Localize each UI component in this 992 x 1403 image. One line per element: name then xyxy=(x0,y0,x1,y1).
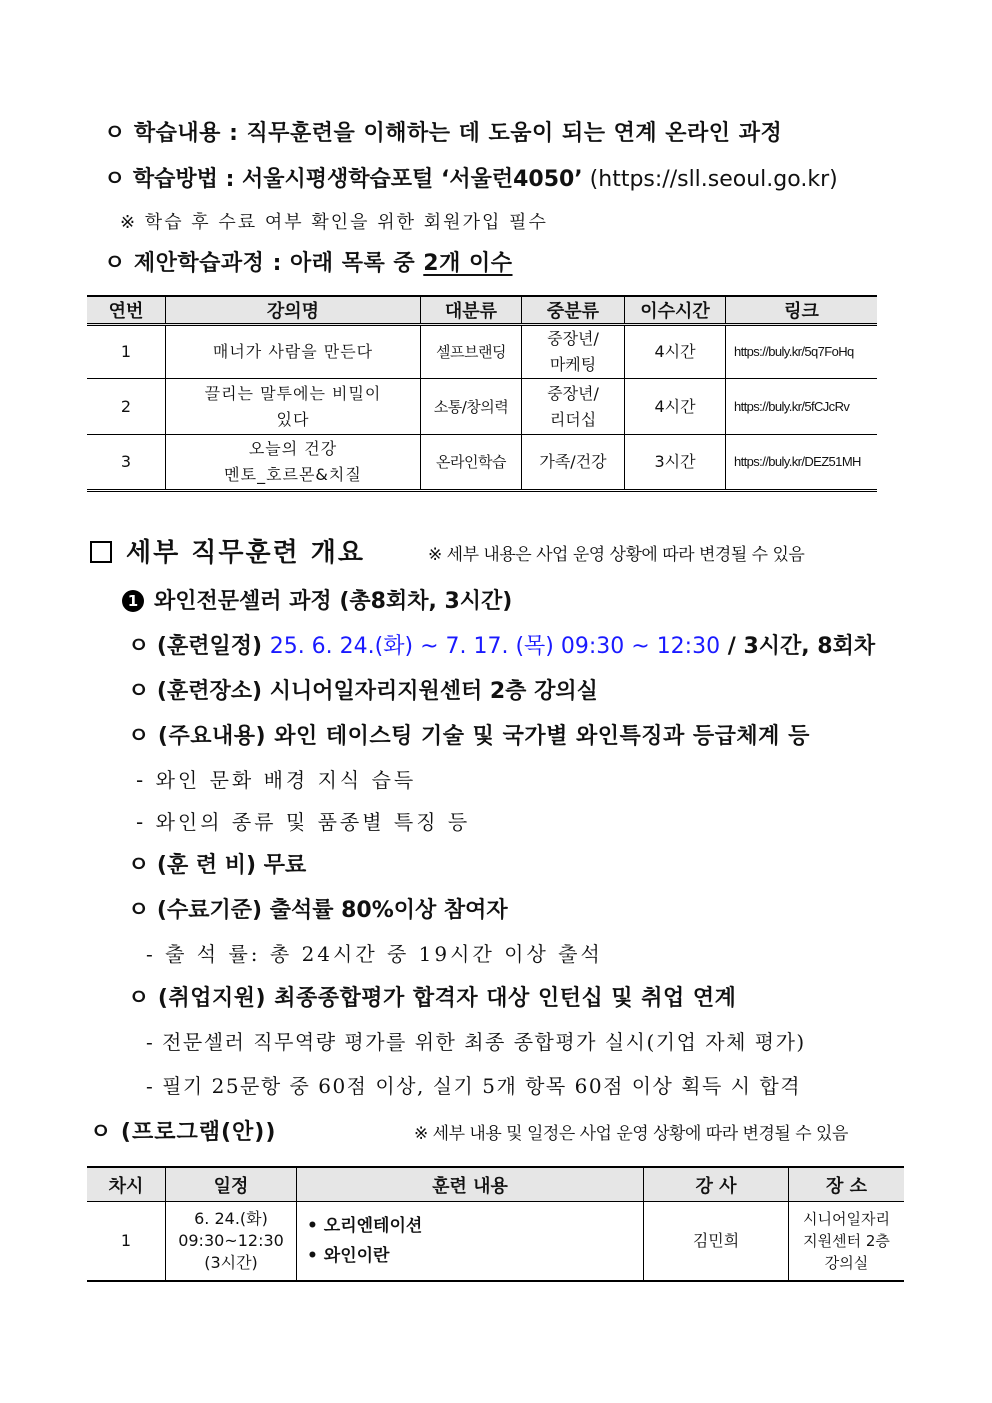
cell-place-line: 강의실 xyxy=(824,1254,869,1272)
cell-no: 2 xyxy=(87,379,166,435)
cell-link[interactable]: https://buly.kr/5fCJcRv xyxy=(726,379,878,435)
cell-no: 3 xyxy=(87,435,166,491)
cell-date xyxy=(166,1202,297,1282)
cell-link[interactable]: https://buly.kr/DEZ51MH xyxy=(726,435,878,491)
cell-training-content xyxy=(297,1202,644,1282)
program-note: ※ 세부 내용 및 일정은 사업 운영 상황에 따라 변경될 수 있음 xyxy=(414,1124,848,1144)
suggested-courses-line xyxy=(104,246,513,277)
suggested-courses-requirement: 2개 이수 xyxy=(423,251,513,276)
cell-place xyxy=(789,1202,905,1282)
content-item: • 오리엔테이션 xyxy=(307,1216,423,1236)
content-sub-2: - 와인의 종류 및 품종별 특징 등 xyxy=(136,810,471,834)
cell-date-time: 09:30~12:30 xyxy=(178,1231,284,1250)
suggested-courses-table xyxy=(87,295,877,492)
schedule-value: 25. 6. 24.(화) ~ 7. 17. (목) 09:30 ~ 12:30 xyxy=(269,634,721,659)
cell-hours: 4시간 xyxy=(625,325,726,379)
col-header-session: 차시 xyxy=(87,1167,166,1202)
cell-major: 셀프브랜딩 xyxy=(421,325,522,379)
cell-minor-line: 중장년/ xyxy=(547,329,599,348)
col-header-title: 강의명 xyxy=(166,296,421,325)
col-header-place: 장 소 xyxy=(789,1167,905,1202)
job-support-line: ㅇ (취업지원) 최종종합평가 합격자 대상 인턴십 및 취업 연계 xyxy=(128,986,737,1011)
learning-method-line xyxy=(104,162,838,193)
cell-session: 1 xyxy=(87,1202,166,1282)
table-row xyxy=(87,1202,904,1282)
col-header-date: 일정 xyxy=(166,1167,297,1202)
cell-title-line: 있다 xyxy=(276,409,310,429)
completion-line: ㅇ (수료기준) 출석률 80%이상 참여자 xyxy=(128,898,508,923)
cell-date-day: 6. 24.(화) xyxy=(194,1209,268,1228)
col-header-hours: 이수시간 xyxy=(625,296,726,325)
table-row xyxy=(87,325,877,379)
learning-method-label: ㅇ 학습방법 : 서울시평생학습포털 ‘서울런4050’ xyxy=(104,167,583,192)
program-heading: ㅇ (프로그램(안)) xyxy=(90,1120,277,1145)
cell-date-duration: (3시간) xyxy=(204,1253,258,1272)
col-header-teacher: 강 사 xyxy=(644,1167,789,1202)
col-header-major: 대분류 xyxy=(421,296,522,325)
cell-minor xyxy=(522,325,625,379)
cell-minor: 가족/건강 xyxy=(522,435,625,491)
cell-hours: 3시간 xyxy=(625,435,726,491)
table-header-row xyxy=(87,296,877,325)
signup-note: ※ 학습 후 수료 여부 확인을 위한 회원가입 필수 xyxy=(120,212,548,233)
schedule-line xyxy=(128,629,875,660)
cell-place-line: 지원센터 2층 xyxy=(803,1232,890,1250)
suggested-courses-label: ㅇ 제안학습과정 : 아래 목록 중 xyxy=(104,251,424,276)
learning-content-line: ㅇ 학습내용 : 직무훈련을 이해하는 데 도움이 되는 연계 온라인 과정 xyxy=(104,121,783,146)
content-item: • 와인이란 xyxy=(307,1246,390,1266)
number-one-icon: 1 xyxy=(122,590,144,612)
col-header-content: 훈련 내용 xyxy=(297,1167,644,1202)
place-line: ㅇ (훈련장소) 시니어일자리지원센터 2층 강의실 xyxy=(128,679,598,704)
job-support-sub-2: - 필기 25문항 중 60점 이상, 실기 5개 항목 60점 이상 획득 시 합격 xyxy=(146,1074,802,1098)
content-line: ㅇ (주요내용) 와인 테이스팅 기술 및 국가별 와인특징과 등급체계 등 xyxy=(128,724,810,749)
schedule-label: ㅇ (훈련일정) xyxy=(128,634,270,659)
cell-title-line: 멘토_호르몬&치질 xyxy=(224,465,362,484)
square-bullet-icon xyxy=(90,541,112,563)
section-title: 세부 직무훈련 개요 xyxy=(126,538,366,568)
cell-minor-line: 리더십 xyxy=(549,409,597,429)
cell-major: 온라인학습 xyxy=(421,435,522,491)
course-title-line xyxy=(122,584,512,615)
completion-sub: - 출 석 률: 총 24시간 중 19시간 이상 출석 xyxy=(146,942,603,966)
cell-minor xyxy=(522,379,625,435)
table-row xyxy=(87,379,877,435)
cell-major: 소통/창의력 xyxy=(421,379,522,435)
learning-method-url: (https://sll.seoul.go.kr) xyxy=(582,167,838,192)
col-header-no: 연번 xyxy=(87,296,166,325)
course-title: 와인전문셀러 과정 (총8회차, 3시간) xyxy=(154,589,513,614)
cell-teacher: 김민희 xyxy=(644,1202,789,1282)
schedule-suffix: / 3시간, 8회차 xyxy=(720,634,876,659)
cell-title xyxy=(166,379,421,435)
table-header-row xyxy=(87,1167,904,1202)
cell-no: 1 xyxy=(87,325,166,379)
job-support-sub-1: - 전문셀러 직무역량 평가를 위한 최종 종합평가 실시(기업 자체 평가) xyxy=(146,1030,806,1054)
cell-title-line: 매너가 사람을 만든다 xyxy=(212,342,374,361)
cell-hours: 4시간 xyxy=(625,379,726,435)
cell-minor-line: 마케팅 xyxy=(549,355,597,374)
cell-title-line: 오늘의 건강 xyxy=(248,439,338,458)
content-sub-1: - 와인 문화 배경 지식 습득 xyxy=(136,768,417,792)
cell-title-line: 끌리는 말투에는 비밀이 xyxy=(204,383,382,403)
cell-minor-line: 중장년/ xyxy=(547,383,599,403)
section-note: ※ 세부 내용은 사업 운영 상황에 따라 변경될 수 있음 xyxy=(428,545,805,565)
col-header-minor: 중분류 xyxy=(522,296,625,325)
cell-link[interactable]: https://buly.kr/5q7FoHq xyxy=(726,325,878,379)
cell-title xyxy=(166,325,421,379)
col-header-link: 링크 xyxy=(726,296,878,325)
program-table xyxy=(87,1166,904,1282)
section-header xyxy=(90,532,365,569)
table-row xyxy=(87,435,877,491)
fee-line: ㅇ (훈 련 비) 무료 xyxy=(128,853,307,878)
cell-title xyxy=(166,435,421,491)
cell-place-line: 시니어일자리 xyxy=(803,1210,890,1228)
